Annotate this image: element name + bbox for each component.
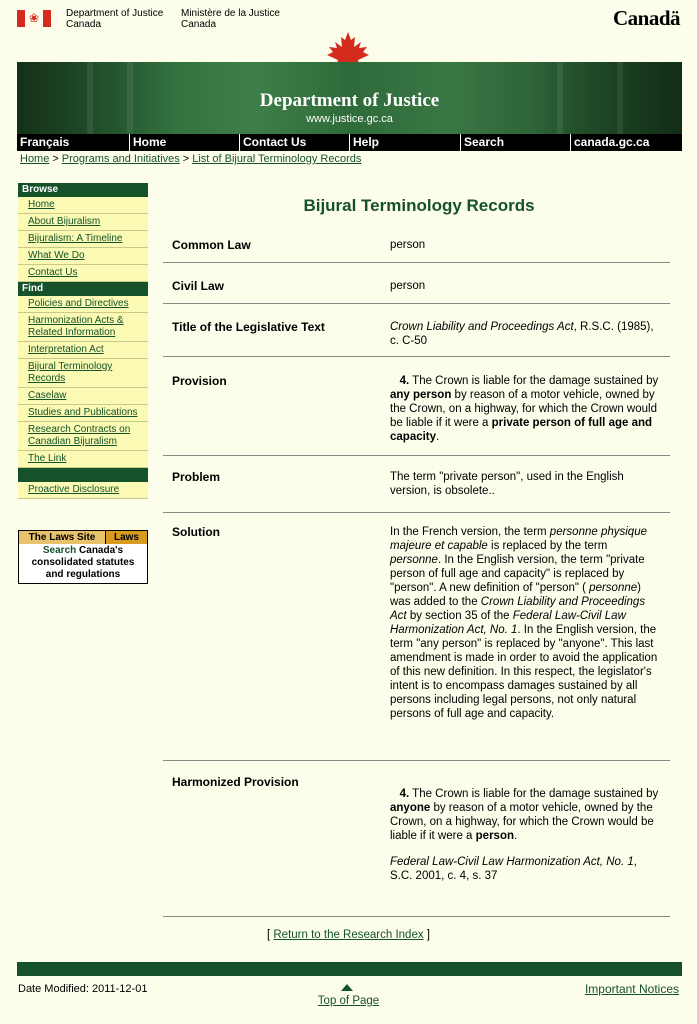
menu-item-the-link[interactable]: The Link <box>18 451 148 468</box>
department-banner <box>17 62 682 134</box>
nav-search[interactable]: Search <box>460 134 570 151</box>
breadcrumb-programs[interactable]: Programs and Initiatives <box>61 153 180 165</box>
menu-item-interpretation-act[interactable]: Interpretation Act <box>18 342 148 359</box>
nav-home[interactable]: Home <box>129 134 239 151</box>
nav-canada-gc-ca[interactable]: canada.gc.ca <box>570 134 682 151</box>
record-row-harmonized <box>163 761 670 917</box>
return-research-index-link[interactable]: Return to the Research Index <box>273 929 424 941</box>
nav-francais[interactable]: Français <box>20 135 70 149</box>
date-modified: Date Modified: 2011-12-01 <box>18 983 148 995</box>
top-of-page <box>0 995 697 1007</box>
title-value: Crown Liability and Proceedings Act, R.S.C. (1985), c. C-50 <box>390 321 654 347</box>
problem-value: The term "private person", used in the English version, is obsolete.. <box>390 471 624 497</box>
common-law-label: Common Law <box>172 238 251 252</box>
menu-item-what-we-do[interactable]: What We Do <box>18 248 148 265</box>
menu-item-harmonization-acts[interactable]: Harmonization Acts & Related Information <box>18 313 148 342</box>
laws-site-tab[interactable]: The Laws Site <box>19 531 106 544</box>
breadcrumb-home[interactable]: Home <box>20 153 50 165</box>
menu-item-timeline[interactable]: Bijuralism: A Timeline <box>18 231 148 248</box>
laws-line1: Canada's <box>79 545 124 556</box>
banner-url: www.justice.gc.ca <box>306 113 393 125</box>
solution-label: Solution <box>172 525 220 539</box>
common-law-value: person <box>390 239 426 251</box>
department-name-en-line2: Canada <box>66 19 102 30</box>
laws-site-box[interactable] <box>18 530 148 584</box>
return-research-index: [ Return to the Research Index ] <box>266 929 430 941</box>
top-of-page-link[interactable]: Top of Page <box>317 995 380 1007</box>
menu-item-caselaw[interactable]: Caselaw <box>18 388 148 405</box>
menu-item-terminology-records[interactable]: Bijural Terminology Records <box>18 359 148 388</box>
breadcrumb-separator: > <box>182 153 190 165</box>
menu-heading-browse: Browse <box>18 183 148 197</box>
canada-wordmark: Canadä <box>612 6 680 30</box>
footer-bar <box>17 962 682 976</box>
top-nav-bar <box>17 134 682 151</box>
problem-label: Problem <box>172 470 221 484</box>
harmonized-value: 4. The Crown is liable for the damage sustained by anyone by reason of a motor vehicle, owned by the Crown, on a highway, for which the Crown would be liable if it were a person. Federal Law-Civil Law Harmonization Act, No. 1, S.C. 2001, c. 4, s. 37 <box>390 788 659 882</box>
menu-item-about-bijuralism[interactable]: About Bijuralism <box>18 214 148 231</box>
menu-item-contact-us[interactable]: Contact Us <box>18 265 148 282</box>
laws-line3: and regulations <box>45 569 121 580</box>
menu-heading-find: Find <box>18 282 148 296</box>
record-row-problem <box>163 456 670 513</box>
department-name-fr-line1: Ministère de la Justice <box>181 8 280 19</box>
canada-flag-icon: ❀ <box>17 10 51 27</box>
menu-divider <box>18 468 148 482</box>
record-row-common-law <box>163 222 670 263</box>
harmonized-label: Harmonized Provision <box>172 775 299 789</box>
record-row-civil-law <box>163 263 670 304</box>
menu-item-policies[interactable]: Policies and Directives <box>18 296 148 313</box>
breadcrumb-separator: > <box>52 153 59 165</box>
department-name-en <box>66 8 163 30</box>
nav-contact-us[interactable]: Contact Us <box>239 134 349 151</box>
civil-law-label: Civil Law <box>172 279 225 293</box>
up-arrow-icon[interactable] <box>341 984 353 991</box>
department-name-fr-line2: Canada <box>181 19 217 30</box>
department-name-en-line1: Department of Justice <box>66 8 164 19</box>
department-name-fr <box>181 8 280 30</box>
nav-help[interactable]: Help <box>349 134 460 151</box>
civil-law-value: person <box>390 280 426 292</box>
laws-search-link[interactable]: Search <box>42 545 77 556</box>
breadcrumb-list-records[interactable]: List of Bijural Terminology Records <box>192 153 362 165</box>
menu-item-studies[interactable]: Studies and Publications <box>18 405 148 422</box>
menu-item-proactive-disclosure[interactable]: Proactive Disclosure <box>18 482 148 499</box>
left-menu <box>18 183 148 499</box>
menu-item-research-contracts[interactable]: Research Contracts on Canadian Bijuralism <box>18 422 148 451</box>
provision-label: Provision <box>172 374 227 388</box>
banner-title: Department of Justice <box>259 90 440 111</box>
laws-site-description <box>19 544 147 583</box>
important-notices-link[interactable]: Important Notices <box>584 982 679 996</box>
record-row-provision <box>163 357 670 456</box>
breadcrumb <box>20 153 361 165</box>
title-label: Title of the Legislative Text <box>172 320 325 334</box>
solution-value: In the French version, the term personne physique majeure et capable is replaced by the term personne. In the English version, the term "private person of full age and capacity" is replaced by "person". A new definition of "person" ( personne) was added to the Crown Liability and Proceedings Act by section 35 of the Federal Law-Civil Law Harmonization Act, No. 1. In the English version, the term "any person" is replaced by "anyone". This last amendment is made in order to avoid the application of this new definition. In this respect, the legislator's intent is to encompass damages sustained by all persons including legal persons, not only natural persons of full age and capacity. <box>390 526 658 720</box>
menu-item-home[interactable]: Home <box>18 197 148 214</box>
page-title: Bijural Terminology Records <box>303 196 535 215</box>
laws-line2: consolidated statutes <box>31 557 135 568</box>
provision-value: 4. The Crown is liable for the damage sustained by any person by reason of a motor vehicle, owned by the Crown, on a highway, for which the Crown would be liable if it were a private person of full age and capacity. <box>390 375 659 443</box>
record-row-title <box>163 304 670 357</box>
record-row-solution <box>163 513 670 761</box>
laws-tab[interactable]: Laws <box>106 531 147 544</box>
